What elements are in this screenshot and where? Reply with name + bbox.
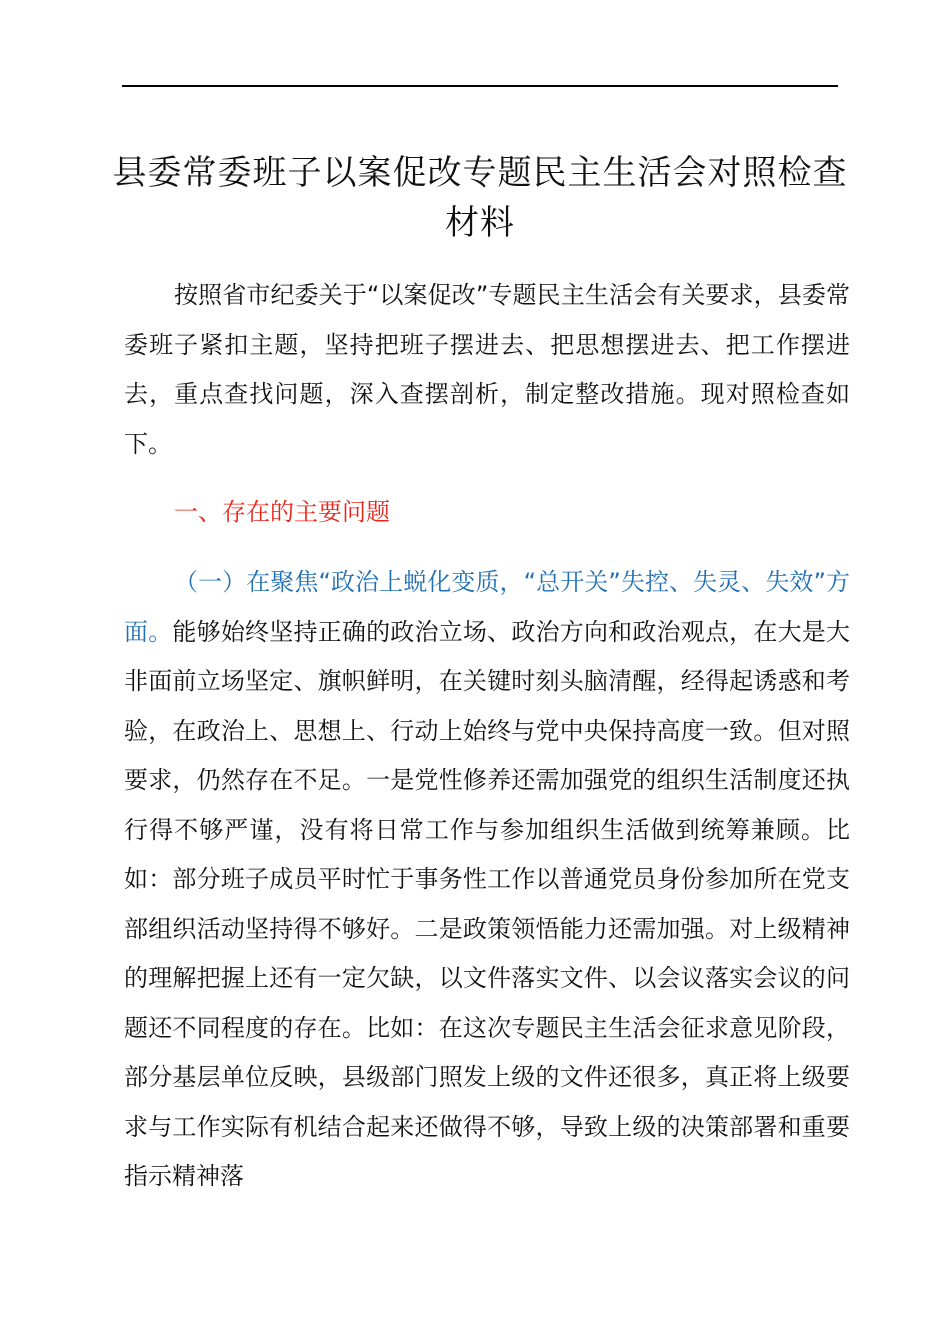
subsection-body: 能够始终坚持正确的政治立场、政治方向和政治观点，在大是大非面前立场坚定、旗帜鲜明，在关键时刻头脑清醒，经得起诱惑和考验，在政治上、思想上、行动上始终与党中央保持高度一致。但对照要求，仍然存在不足。一是党性修养还需加强党的组织生活制度还执行得不够严谨，没有将日常工作与参加组织生活做到统筹兼顾。比如：部分班子成员平时忙于事务性工作以普通党员身份参加所在党支部组织活动坚持得不够好。二是政策领悟能力还需加强。对上级精神的理解把握上还有一定欠缺，以文件落实文件、以会议落实会议的问题还不同程度的存在。比如：在这次专题民主生活会征求意见阶段，部分基层单位反映，县级部门照发上级的文件还很多，真正将上级要求与工作实际有机结合起来还做得不够，导致上级的决策部署和重要指示精神落 bbox=[124, 617, 851, 1190]
section-heading: 一、存在的主要问题 bbox=[174, 498, 390, 526]
document-title: 县委常委班子以案促改专题民主生活会对照检查材料 bbox=[112, 153, 848, 243]
subsection-heading: （一）在聚焦“政治上蜕化变质，“总开关”失控、失灵、失效”方面。 bbox=[124, 568, 850, 646]
subsection-paragraph bbox=[124, 558, 850, 1202]
header-rule bbox=[122, 85, 838, 87]
intro-paragraph: 按照省市纪委关于“以案促改”专题民主生活会有关要求，县委常委班子紧扣主题，坚持把班子摆进去、把思想摆进去、把工作摆进去，重点查找问题，深入查摆剖析，制定整改措施。现对照检查如下。 bbox=[124, 281, 850, 458]
